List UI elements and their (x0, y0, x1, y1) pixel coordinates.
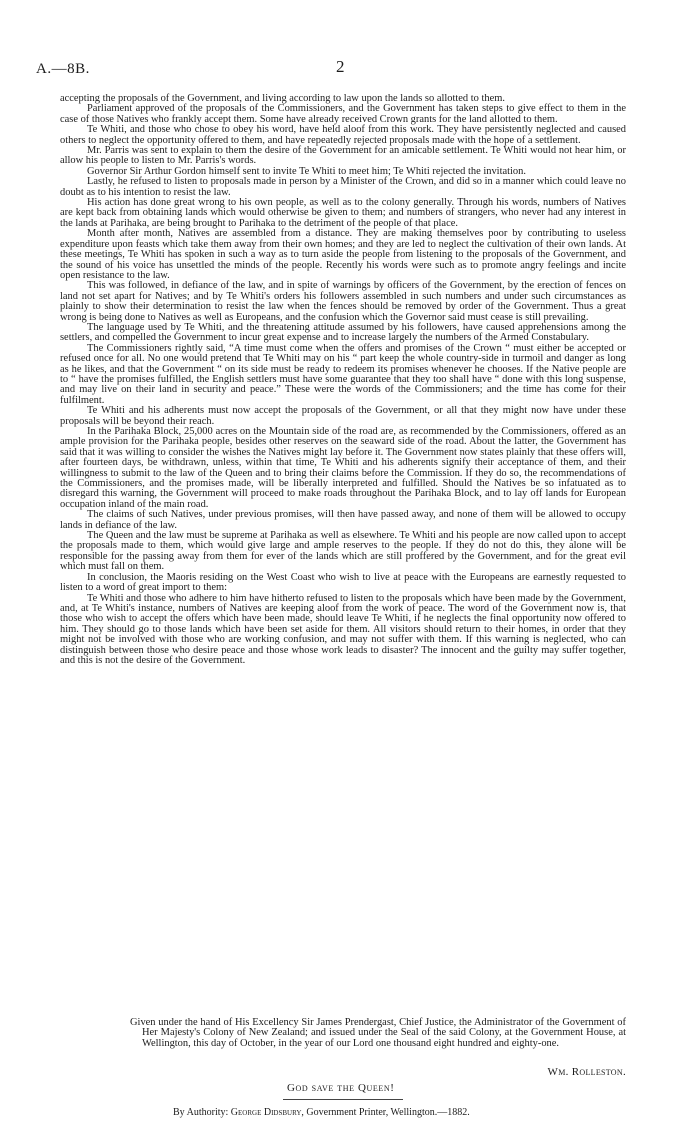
paragraph: accepting the proposals of the Government, and living according to law upon the lands so allotted to them. (60, 93, 505, 104)
paragraph: Mr. Parris was sent to explain to them the desire of the Government for an amicable settlement. Te Whiti would not hear him, or allow his people to listen to Mr. Parris's words. (60, 145, 626, 167)
paragraph: Te Whiti and his adherents must now accept the proposals of the Government, or all that they might now have under these proposals will be beyond their reach. (60, 405, 626, 427)
paragraph: In the Parihaka Block, 25,000 acres on the Mountain side of the road are, as recommended by the Commissioners, offered as an ample provision for the Parihaka people, besides other reserves on the seaward side of the road. About the latter, the Government has said that it was willing to consider the wishes the Natives might lay before it. The Government now states plainly that these offers will, after fourteen days, be withdrawn, unless, within that time, Te Whiti and his adherents signify their acceptance of them, and their willingness to submit to the law of the Queen and to bring their claims before the Commission. If they do so, the recommendations of the Commissioners, and the promises made, will be liberally interpreted and fulfilled. Should the Natives be so infatuated as to disregard this warning, the Government will proceed to make roads throughout the Parihaka Block, and to lay off lands for European occupation inland of the main road. (60, 426, 626, 510)
document-reference: A.—8B. (36, 61, 90, 77)
imprint-suffix: Government Printer, Wellington.—1882. (306, 1107, 470, 1118)
paragraph: In conclusion, the Maoris residing on the West Coast who wish to live at peace with the Europeans are earnestly requested to listen to a word of great import to them: (60, 571, 626, 594)
signature: Wm. Rolleston. (547, 1066, 626, 1078)
paragraph: Te Whiti and those who adhere to him have hitherto refused to listen to the proposals which have been made by the Government, and, at Te Whiti's instance, numbers of Natives are keeping aloof from the work of peace. The word of the Government now is, that those who wish to accept the offers which have been made, should leave Te Whiti, if he neglects the final opportunity now offered to him. They should go to those lands which have been set aside for them. All visitors should return to their homes, in order that they might not be involved with those who are working confusion, and may not suffer with them. If this warning is neglected, who can distinguish between those who desire peace and those whose work leads to disaster? The innocent and the guilty may suffer together, and this is not the desire of the Government. (60, 592, 626, 666)
paragraph: Te Whiti, and those who chose to obey his word, have held aloof from this work. They have persistently neglected and caused others to neglect the opportunity offered to them, and have repeatedly rejected proposals made with the hope of a settlement. (60, 124, 626, 146)
printer-name: George Didsbury, (230, 1107, 304, 1118)
paragraph: The language used by Te Whiti, and the threatening attitude assumed by his followers, have caused apprehensions among the settlers, and compelled the Government to incur great expense and to increase largely the numbers of the Armed Constabulary. (60, 321, 626, 344)
imprint-prefix: By Authority: (173, 1107, 229, 1118)
motto: God save the Queen! (287, 1082, 395, 1094)
given-under-hand (130, 1018, 626, 1049)
paragraph: Parliament approved of the proposals of the Commissioners, and the Government has taken steps to give effect to them in the case of those Natives who frankly accept them. Some have already received Crown grants for the land allotted to them. (60, 103, 626, 125)
paragraph: The claims of such Natives, under previous promises, will then have passed away, and none of them will be allowed to occupy lands in defiance of the law. (60, 509, 626, 531)
page-number: 2 (336, 57, 345, 76)
paragraph: Lastly, he refused to listen to proposals made in person by a Minister of the Crown, and did so in a manner which could leave no doubt as to his intention to resist the law. (60, 176, 626, 198)
footer-divider (283, 1099, 403, 1100)
paragraph: This was followed, in defiance of the law, and in spite of warnings by officers of the Government, by the erection of fences on land not set apart for Natives; and by Te Whiti's orders his followers assembled in such numbers and under such circumstances as plainly to show their determination to resist the law when the fences should be removed by order of the Government. Thus a great wrong is being done to Natives as well as Europeans, and the confusion which the Governor said must cease is still prevailing. (60, 280, 626, 323)
given-text: Given under the hand of His Excellency Sir James Prendergast, Chief Justice, the Administrator of the Government of Her Majesty's Colony of New Zealand; and issued under the Seal of the said Colony, at the Government House, at Wellington, this day of October, in the year of our Lord one thousand eight hundred and eighty-one. (130, 1017, 626, 1049)
paragraph: Month after month, Natives are assembled from a distance. They are making themselves poor by contributing to useless expenditure upon feasts which take them away from their own homes; and they are led to neglect the cultivation of their own lands. At these meetings, Te Whiti has spoken in such a way as to turn aside the people from listening to the proposals of the Government, and the sound of his voice has unsettled the minds of the people. Recently his words were such as to promote angry feelings and incite open resistance to the law. (60, 228, 626, 281)
paragraph: Governor Sir Arthur Gordon himself sent to invite Te Whiti to meet him; Te Whiti rejected the invitation. (87, 165, 526, 177)
body-text (60, 94, 626, 666)
paragraph: The Queen and the law must be supreme at Parihaka as well as elsewhere. Te Whiti and his people are now called upon to accept the proposals made to them, which would give large and ample reserves to the people. If they do not do this, they alone will be responsible for the passing away from them for ever of the lands which are still proffered by the Government, and for the great evil which must fall on them. (60, 530, 626, 573)
paragraph: His action has done great wrong to his own people, as well as to the colony generally. Through his words, numbers of Natives are kept back from obtaining lands which would otherwise be given to them; and numbers of strangers, who never had any interest in the lands at Parihaka, are being brought to Parihaka to the detriment of the people of that place. (60, 197, 626, 229)
printer-imprint (173, 1107, 470, 1118)
paragraph: The Commissioners rightly said, “A time must come when the offers and promises of the Crown “ must either be accepted or refused once for all. No one would pretend that Te Whiti may on his “ part keep the whole country-side in turmoil and danger as long as he likes, and that the Government “ on its side must be ready to redeem its promises whenever he chooses. If the Native people are to “ have the promises fulfilled, the English settlers must have some guarantee that they too shall have “ done with this long suspense, and may live on their land in security and peace.” These were the words of the Commissioners; and the time has come for their fulfilment. (60, 342, 626, 406)
